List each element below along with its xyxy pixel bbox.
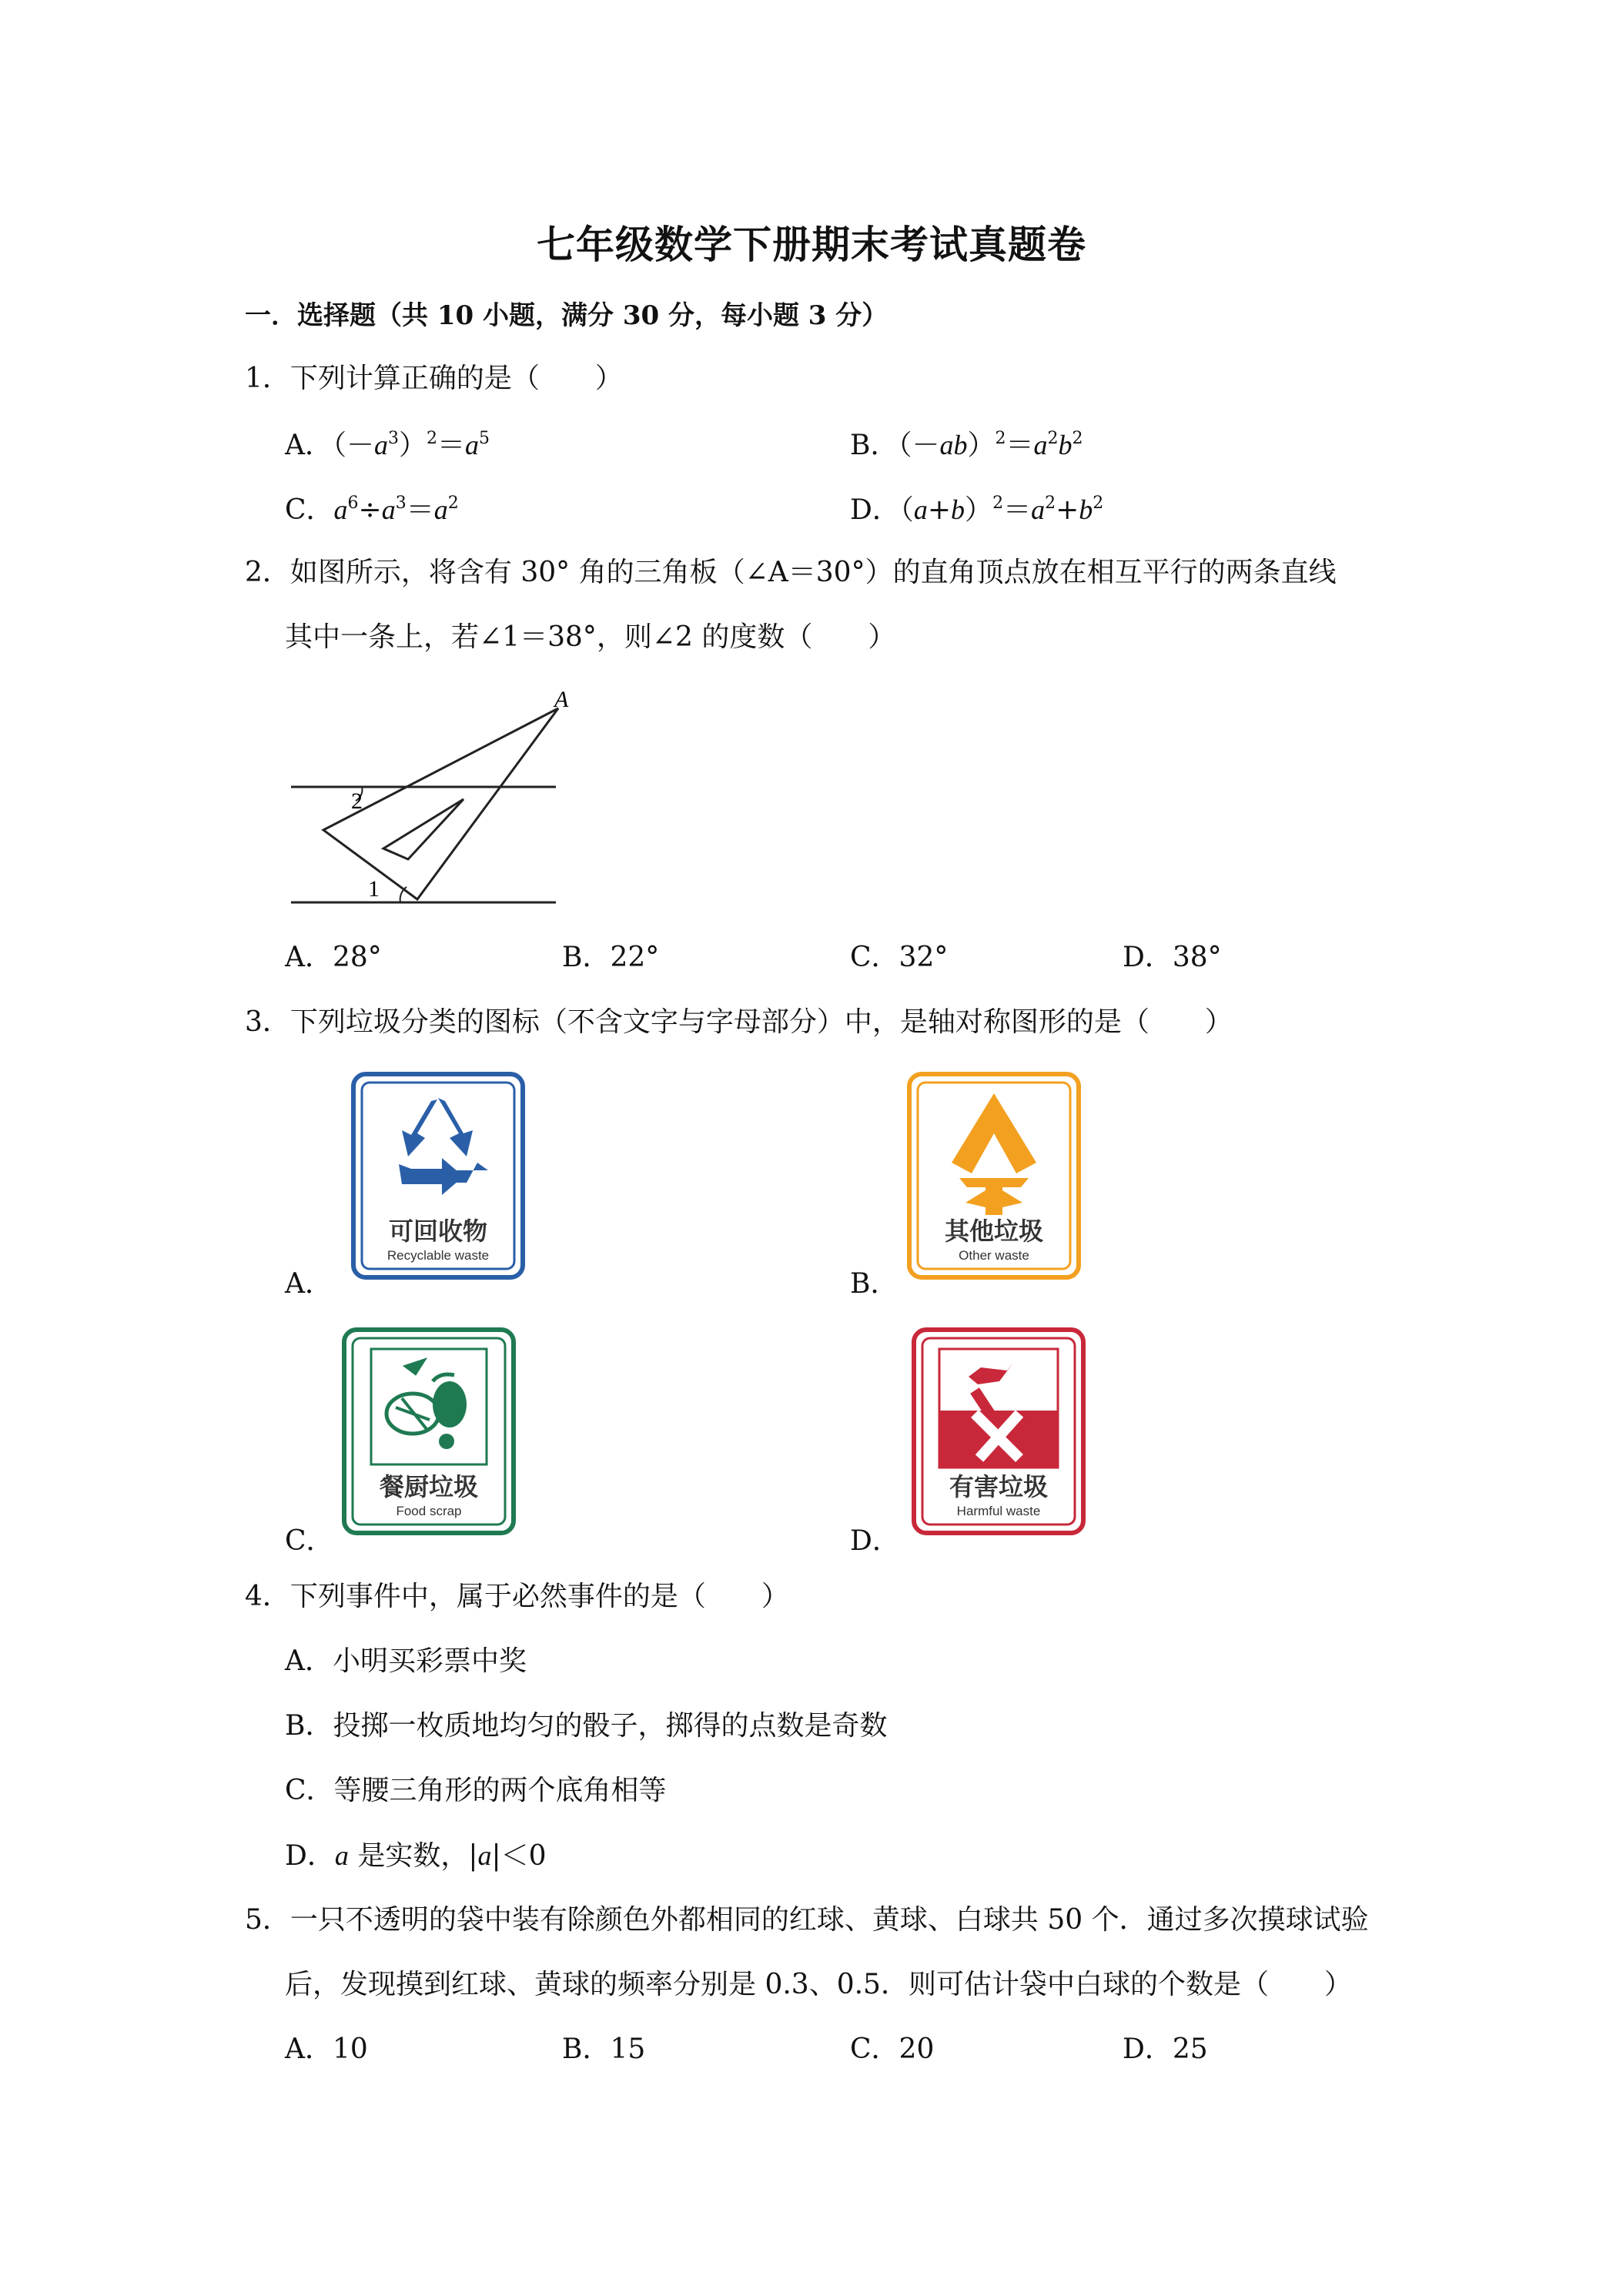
- q3-stem: 3．下列垃圾分类的图标（不含文字与字母部分）中，是轴对称图形的是（ ）: [245, 1006, 1233, 1038]
- q3-option-a-label: A．: [285, 1268, 333, 1300]
- q1-option-d: D．$(a+b)^2=a^2+b^2$: [850, 494, 1104, 526]
- q5-option-b: B．15: [562, 2033, 646, 2065]
- q3-option-c-label: C．: [285, 1525, 334, 1557]
- q1-option-b: B．$(-ab)^2=a^2b^2$: [850, 429, 1083, 461]
- set-square-inner: [383, 799, 463, 859]
- sign-a-en-label: Recyclable waste: [387, 1248, 490, 1263]
- q1-option-a: A．$(-a^3)^2=a^5$: [285, 429, 490, 461]
- angle-2-label: 2: [351, 788, 363, 814]
- q4-stem: 4．下列事件中，属于必然事件的是（ ）: [245, 1581, 789, 1612]
- sign-b-cn-label: 其他垃圾: [944, 1217, 1044, 1246]
- sign-d-en-label: Harmful waste: [956, 1504, 1041, 1518]
- q4-option-b: B．投掷一枚质地均匀的骰子，掷得的点数是奇数: [285, 1710, 888, 1742]
- q2-option-d: D．38°: [1123, 942, 1222, 973]
- q3-option-d-label: D．: [850, 1525, 900, 1557]
- q1-option-c: C．$a^6\div a^3=a^2$: [285, 494, 459, 526]
- q5-option-d: D．25: [1123, 2033, 1208, 2065]
- q4-option-a: A．小明买彩票中奖: [285, 1645, 527, 1677]
- q2-option-a: A．28°: [285, 942, 382, 973]
- angle-1-label: 1: [368, 876, 380, 902]
- sign-c-cn-label: 餐厨垃圾: [379, 1472, 479, 1501]
- q2-triangle-figure: [285, 685, 577, 916]
- q3-option-b-label: B．: [850, 1268, 899, 1300]
- harmful-waste-sign: [912, 1327, 1086, 1535]
- q2-stem-line2: 其中一条上，若∠1＝38°，则∠2 的度数（ ）: [285, 621, 896, 653]
- sign-d-cn-label: 有害垃圾: [949, 1472, 1049, 1501]
- q4-option-d: D．a 是实数，|a|＜0: [285, 1840, 547, 1872]
- q5-option-c: C．20: [850, 2033, 935, 2065]
- q5-stem-line2: 后，发现摸到红球、黄球的频率分别是 0.3、0.5．则可估计袋中白球的个数是（ ）: [285, 1969, 1352, 2000]
- q5-option-a: A．10: [285, 2033, 368, 2065]
- food-scrap-sign: [342, 1327, 516, 1535]
- section-heading: 一．选择题（共 10 小题，满分 30 分，每小题 3 分）: [245, 300, 888, 331]
- q4-option-c: C．等腰三角形的两个底角相等: [285, 1775, 667, 1806]
- sign-c-en-label: Food scrap: [396, 1504, 462, 1518]
- q2-option-b: B．22°: [562, 942, 660, 973]
- recyclable-waste-sign: [351, 1072, 525, 1280]
- sign-b-en-label: Other waste: [959, 1248, 1029, 1263]
- q2-option-c: C．32°: [850, 942, 949, 973]
- q1-stem: 1．下列计算正确的是（ ）: [245, 363, 623, 394]
- page-title: 七年级数学下册期末考试真题卷: [537, 222, 1086, 267]
- sign-a-cn-label: 可回收物: [388, 1217, 488, 1246]
- other-waste-sign: [907, 1072, 1081, 1280]
- vertex-a-label: A: [554, 687, 569, 712]
- q5-stem-line1: 5．一只不透明的袋中装有除颜色外都相同的红球、黄球、白球共 50 个．通过多次摸球试验: [245, 1904, 1369, 1936]
- q2-stem-line1: 2．如图所示，将含有 30° 角的三角板（∠A＝30°）的直角顶点放在相互平行的两条直线: [245, 557, 1337, 588]
